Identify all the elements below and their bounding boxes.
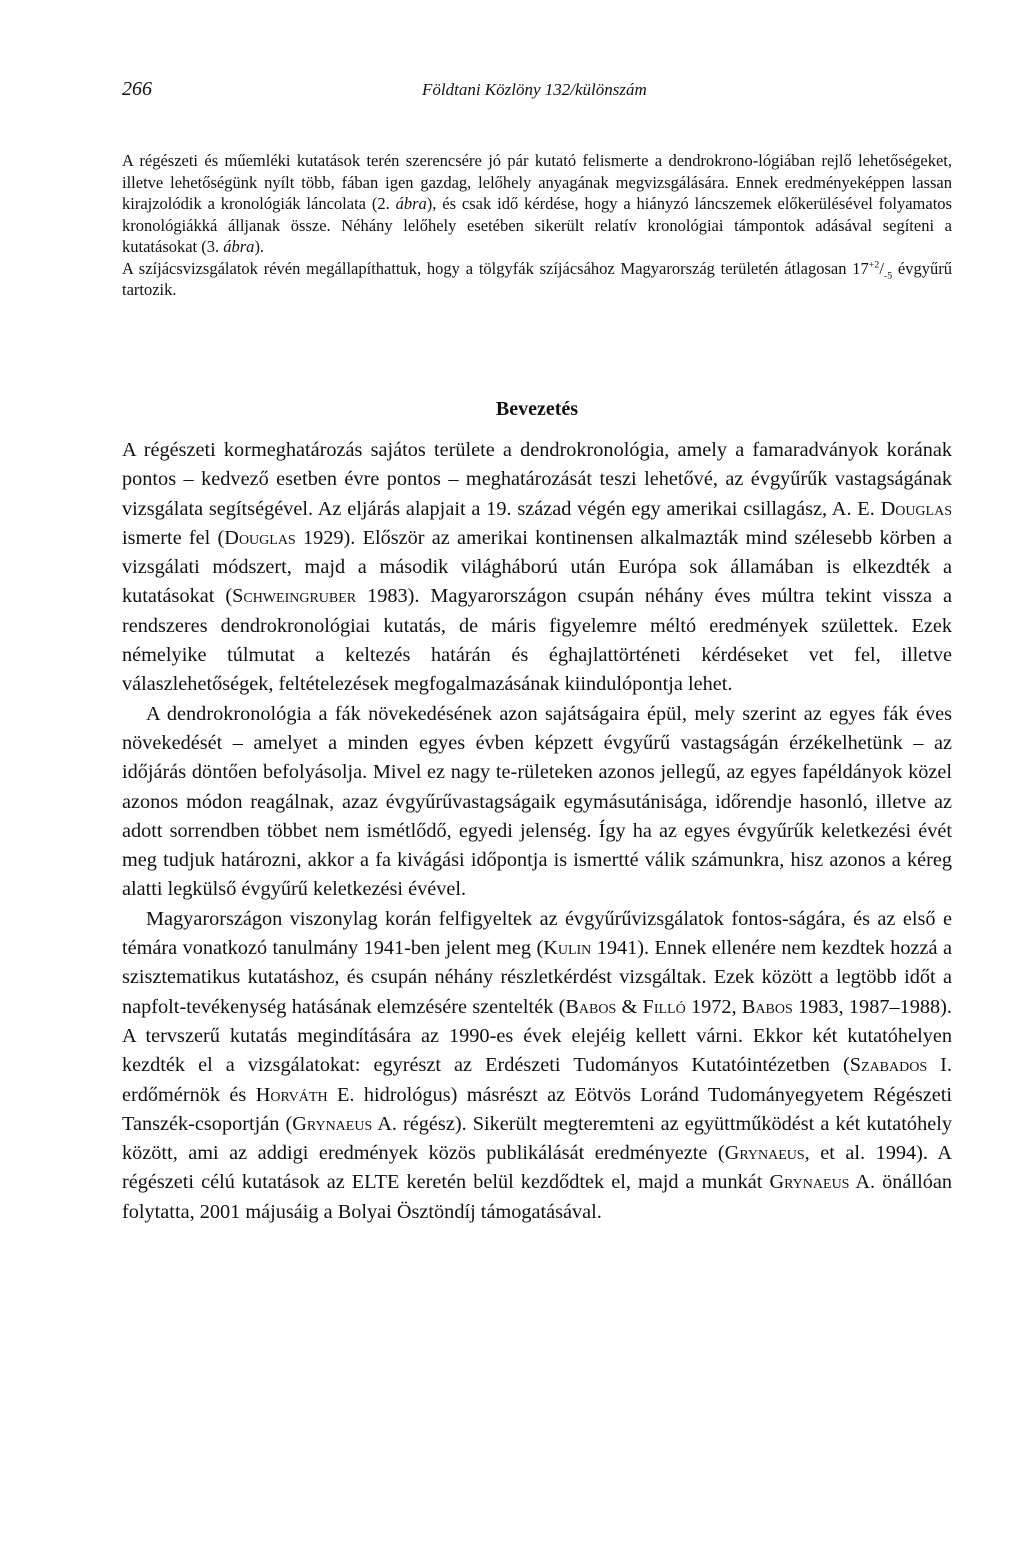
text: 1972, [685,995,742,1018]
text: A. önállóan folytatta, 2001 májusáig a Bolyai Ösztöndíj támogatásával. [122,1171,952,1223]
abstract [122,150,952,301]
text: 1983). Magyarországon csupán néhány éves múltra tekint vissza a rendszeres dendrokronológiai kutatás, de máris figyelemre méltó eredmények születtek. Ezek némelyike túlmutat a keltezés határán és éghajlattörténeti kérdéseket vet fel, illetve válaszlehetőségek, feltételezések megfogalmazásának kiindulópontja lehet. [122,585,952,696]
text: E. hidrológus) másrészt az Eötvös Loránd Tudományegyetem Régészeti Tanszék-csoportján ( [122,1083,952,1135]
text: , et al. 1994). A régészeti célú kutatások az ELTE keretén belül kezdődtek el, majd a munkát [122,1142,953,1194]
figure-reference: ábra [395,194,427,213]
abstract-text: A régészeti és műemléki kutatások terén szerencsére jó pár kutató felismerte a dendrokrono-lógiában rejlő lehetőségeket, illetve lehetőségünk nyílt több, fában igen gazdag, lelőhely anyagának megvizsgálására. Ennek eredményeképpen lassan kirajzolódik a kronológiák láncolata (2. [122,151,952,213]
page-number: 266 [122,78,152,100]
abstract-paragraph [122,258,952,301]
author-name: Szabados [849,1054,928,1077]
abstract-text: évgyűrű tartozik. [122,258,952,299]
section-heading: Bevezetés [495,398,579,420]
author-name: Kulin [543,937,592,960]
author-name: Babos [741,995,793,1018]
text: A dendrokronológia a fák növekedésének azon sajátságaira épül, mely szerint az egyes fák éves növekedését – amelyet a minden egyes évben képzett évgyűrű vastagságán érzékelhetünk – az időjárás döntően befolyásolja. Mivel ez nagy te-rületeken azonos jellegű, az egyes fapéldányok közel azonos módon reagálnak, azaz évgyűrűvastagságaik egymásutánisága, időrendje hasonló, illetve az adott sorrendben többet nem ismétlődő, egyedi jelenség. Így ha az egyes évgyűrűk keletkezési évét meg tudjuk határozni, akkor a fa kivágási időpontja is ismertté válik számunkra, hisz azonos a kéreg alatti legkülső évgyűrű keletkezési évével. [122,702,952,901]
author-name: Schweingruber [232,585,357,608]
body-paragraph [122,905,952,1227]
abstract-paragraph [122,150,952,258]
author-name: Douglas [224,526,296,549]
author-name: Filló [642,995,686,1018]
text: & [616,995,643,1018]
author-name: Grynaeus [769,1171,850,1194]
body-paragraph [122,436,952,700]
text: ismerte fel ( [122,526,225,549]
figure-reference: ábra [223,237,255,256]
abstract-text: ). [254,237,265,256]
abstract-text: A szíjácsvizsgálatok révén megállapíthattuk, hogy a tölgyfák szíjácsához Magyarország területén átlagosan 17 [122,258,869,278]
author-name: Douglas [880,497,952,520]
text: I. erdőmérnök és [122,1054,952,1106]
text: 1929). Először az amerikai kontinensen alkalmazták mind szélesebb körben a vizsgálati módszert, majd a második világháború után Európa sok államában is elkezdték a kutatásokat ( [122,526,952,608]
author-name: Horváth [255,1083,328,1106]
superscript: +2 [868,259,880,270]
author-name: Babos [565,995,617,1018]
running-header [122,78,952,108]
body-text [122,436,952,1227]
subscript: -5 [883,269,893,281]
author-name: Grynaeus [292,1112,373,1135]
abstract-text: ), és csak idő kérdése, hogy a hiányzó láncszemek előkerülésével folyamatos kronológiákká álljanak össze. Néhány lelőhely esetében sikerült relatív kronológiai támpontok adásával segíteni a kutatásokat (3. [122,194,952,256]
text: 1941). Ennek ellenére nem kezdtek hozzá a szisztematikus kutatáshoz, és csupán néhány részletkérdést vizsgáltak. Ezek között a legtöbb időt a napfolt-tevékenység hatásának elemzésére szentelték ( [122,937,952,1018]
journal-title: Földtani Közlöny 132/különszám [422,80,647,99]
fraction-slash: / [879,258,884,278]
text: A. régész). Sikerült megteremteni az együttműködést a két kutatóhely között, ami az addigi eredmények közös publikálását eredményezte ( [122,1112,952,1165]
body-paragraph [122,700,952,905]
text: A régészeti kormeghatározás sajátos területe a dendrokronológia, amely a famaradványok korának pontos – kedvező esetben évre pontos – meghatározását teszi lehetővé, az évgyűrűk vastagságának vizsgálata segítségével. Az eljárás alapjait a 19. század végén egy amerikai csillagász, A. E. [122,439,952,520]
text: Magyarországon viszonylag korán felfigyeltek az évgyűrűvizsgálatok fontos-ságára, és az első e témára vonatkozó tanulmány 1941-ben jelent meg ( [122,907,952,960]
text: 1983, 1987–1988). A tervszerű kutatás megindítására az 1990-es évek elejéig kellett várni. Ekkor két kutatóhelyen kezdték el a vizsgálatokat: egyrészt az Erdészeti Tudományos Kutatóintézetben ( [122,995,952,1077]
author-name: Grynaeus [724,1142,805,1165]
